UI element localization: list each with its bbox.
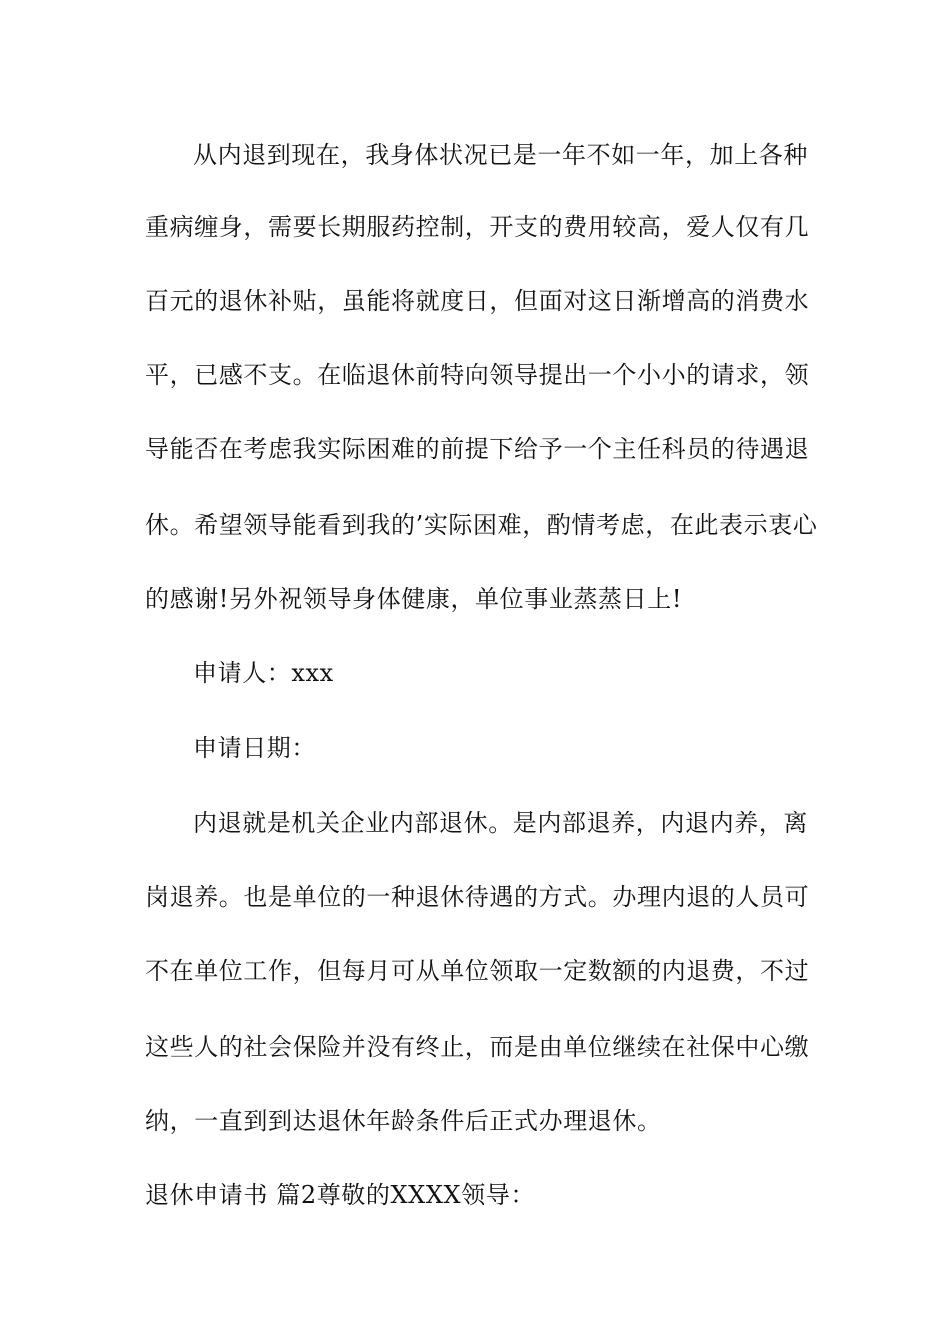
paragraph-1-line-6: 休。希望领导能看到我的’实际困难，酌情考虑，在此表示衷心	[145, 511, 818, 539]
application-date-line: 申请日期：	[193, 734, 316, 762]
section-heading: 退休申请书 篇2尊敬的XXXX领导：	[145, 1181, 536, 1209]
paragraph-1-line-5: 导能否在考虑我实际困难的前提下给予一个主任科员的待遇退	[145, 435, 810, 463]
paragraph-1-line-1: 从内退到现在，我身体状况已是一年不如一年，加上各种	[193, 141, 808, 169]
paragraph-2-line-4: 这些人的社会保险并没有终止，而是由单位继续在社保中心缴	[145, 1033, 810, 1061]
paragraph-1-line-2: 重病缠身，需要长期服药控制，开支的费用较高，爱人仅有几	[145, 213, 810, 241]
paragraph-1-line-7: 的感谢!另外祝领导身体健康，单位事业蒸蒸日上!	[145, 585, 683, 613]
paragraph-2-line-2: 岗退养。也是单位的一种退休待遇的方式。办理内退的人员可	[145, 883, 810, 911]
paragraph-1-line-4: 平，已感不支。在临退休前特向领导提出一个小小的请求，领	[145, 361, 810, 389]
paragraph-2-line-1: 内退就是机关企业内部退休。是内部退养，内退内养，离	[193, 809, 808, 837]
paragraph-2-line-5: 纳，一直到到达退休年龄条件后正式办理退休。	[145, 1107, 662, 1135]
applicant-line: 申请人：xxx	[193, 659, 334, 687]
paragraph-2-line-3: 不在单位工作，但每月可从单位领取一定数额的内退费，不过	[145, 957, 810, 985]
paragraph-1-line-3: 百元的退休补贴，虽能将就度日，但面对这日渐增高的消费水	[145, 287, 810, 315]
